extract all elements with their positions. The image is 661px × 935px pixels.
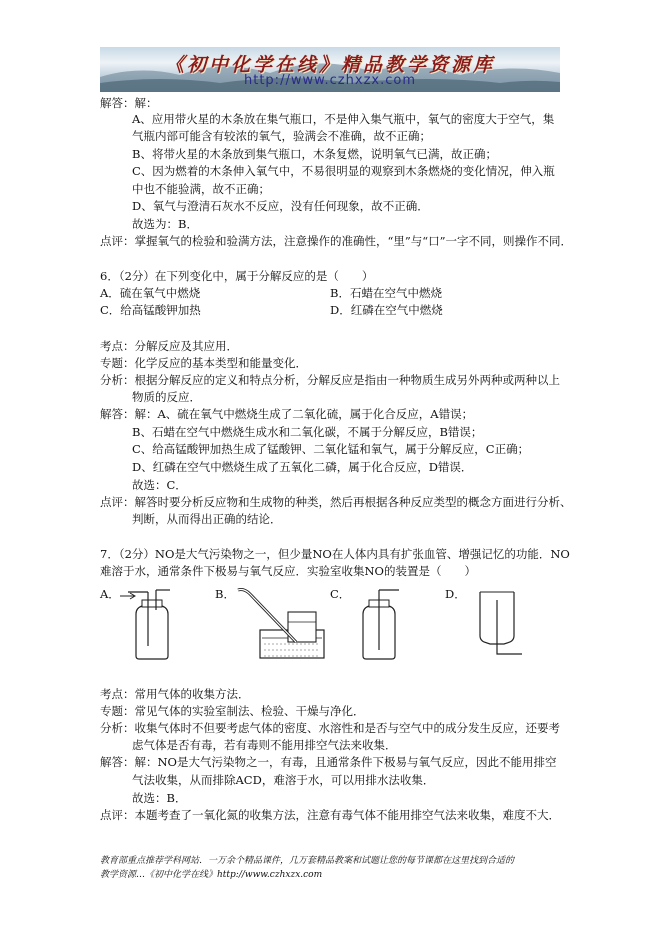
q6-comment-2: 判断，从而得出正确的结论． — [132, 512, 282, 526]
q5-answer-A: A、应用带火星的木条放在集气瓶口，不是伸入集气瓶中，氧气的密度大于空气，集 — [132, 112, 555, 126]
q6-fenxi — [100, 372, 560, 388]
q7-comment — [100, 807, 560, 823]
q5-answer-head — [100, 95, 158, 111]
fenxi-text: 根据分解反应的定义和特点分析，分解反应是指由一种物质生成另外两种或两种以上 — [134, 373, 560, 387]
comment-label: 点评： — [100, 234, 135, 248]
comment-text: 掌握氧气的检验和验满方法，注意操作的准确性，“里”与“口”一字不同，则操作不同． — [134, 234, 573, 248]
q6-zhuanti — [100, 355, 307, 371]
kaodian-text: 分解反应及其应用． — [134, 339, 238, 353]
comment-text: 解答时要分析反应物和生成物的种类，然后再根据各种反应类型的概念方面进行分析、 — [134, 495, 572, 509]
fenxi-label: 分析： — [100, 373, 135, 387]
q7-zhuanti — [100, 703, 365, 719]
q7-stem-1: 7．（2分）NO是大气污染物之一，但少量NO在人体内具有扩张血管、增强记忆的功能．NO — [100, 547, 570, 561]
q5-choose: 故选为：B． — [132, 217, 198, 231]
q5-comment — [100, 233, 572, 249]
fenxi-label: 分析： — [100, 721, 135, 735]
answer-label: 解答： — [100, 755, 135, 769]
footer-line-2: 教学资源…《初中化学在线》http://www.czhxzx.com — [100, 870, 323, 880]
q6-option-b: B．石蜡在空气中燃烧 — [330, 286, 442, 300]
apparatus-figures — [100, 586, 530, 661]
banner-url[interactable]: http://www.czhxzx.com — [244, 73, 416, 88]
fig-b-label: B． — [215, 587, 235, 601]
zhuanti-label: 专题： — [100, 704, 135, 718]
answer-label: 解答： — [100, 96, 135, 110]
q6-answer-2: B、石蜡在空气中燃烧生成水和二氧化碳，不属于分解反应，B错误； — [132, 425, 483, 439]
q7-kaodian — [100, 686, 250, 702]
answer-text: 解：A、硫在氧气中燃烧生成了二氧化硫，属于化合反应，A错误； — [134, 407, 474, 421]
q6-answer-4: D、红磷在空气中燃烧生成了五氧化二磷，属于化合反应，D错误． — [132, 460, 473, 474]
fig-c-label: C． — [330, 587, 351, 601]
apparatus-a-icon — [118, 586, 218, 661]
kaodian-label: 考点： — [100, 339, 135, 353]
q7-stem-2: 难溶于水，通常条件下极易与氧气反应．实验室收集NO的装置是（ ） — [100, 564, 476, 578]
q6-option-c: C．给高锰酸钾加热 — [100, 303, 201, 317]
q6-option-a: A．硫在氧气中燃烧 — [100, 286, 201, 300]
footer-line-1: 教育部重点推荐学科网站．一万余个精品课件，几万套精品教案和试题让您的每节课都在这里找到合适的 — [100, 856, 515, 866]
q6-stem: 6．（2分）在下列变化中，属于分解反应的是（ ） — [100, 269, 374, 283]
fig-d-label: D． — [445, 587, 466, 601]
apparatus-d-icon — [460, 586, 560, 661]
q7-answer-1 — [100, 754, 557, 770]
q5-answer-C2: 中也不能验满，故不正确； — [132, 182, 270, 196]
q6-fenxi-2: 物质的反应． — [132, 390, 201, 404]
q6-answer-1 — [100, 406, 473, 422]
kaodian-text: 常用气体的收集方法． — [134, 687, 250, 701]
fenxi-text: 收集气体时不但要考虑气体的密度、水溶性和是否与空气中的成分发生反应，还要考 — [134, 721, 560, 735]
q6-comment — [100, 494, 572, 510]
q5-answer-D: D、氧气与澄清石灰水不反应，没有任何现象，故不正确． — [132, 199, 429, 213]
header-banner — [100, 47, 560, 92]
comment-text: 本题考查了一氧化氮的收集方法，注意有毒气体不能用排空气法来收集，难度不大． — [134, 808, 560, 822]
q6-kaodian — [100, 338, 238, 354]
q5-answer-C: C、因为燃着的木条伸入氧气中，不易很明显的观察到木条燃烧的变化情况，伸入瓶 — [132, 164, 555, 178]
q6-choose: 故选：C． — [132, 478, 187, 492]
q5-answer-B: B、将带火星的木条放到集气瓶口，木条复燃，说明氧气已满，故正确； — [132, 147, 497, 161]
answer-text: 解：NO是大气污染物之一，有毒，且通常条件下极易与氧气反应，因此不能用排空 — [134, 755, 557, 769]
jie-label: 解： — [134, 96, 158, 110]
answer-label: 解答： — [100, 407, 135, 421]
comment-label: 点评： — [100, 495, 135, 509]
zhuanti-text: 常见气体的实验室制法、检验、干燥与净化． — [134, 704, 365, 718]
q7-fenxi — [100, 720, 560, 736]
q7-choose: 故选：B． — [132, 791, 187, 805]
q5-answer-A2: 气瓶内部可能含有较浓的氧气，验满会不准确，故不正确； — [132, 129, 431, 143]
banner-title: 《初中化学在线》精品教学资源库 — [164, 54, 495, 76]
zhuanti-text: 化学反应的基本类型和能量变化． — [134, 356, 307, 370]
zhuanti-label: 专题： — [100, 356, 135, 370]
fig-a-label: A． — [100, 587, 120, 601]
kaodian-label: 考点： — [100, 687, 135, 701]
q6-answer-3: C、给高锰酸钾加热生成了锰酸钾、二氧化锰和氧气，属于分解反应，C正确； — [132, 442, 530, 456]
comment-label: 点评： — [100, 808, 135, 822]
q7-fenxi-2: 虑气体是否有毒，若有毒则不能用排空气法来收集． — [132, 738, 397, 752]
apparatus-b-icon — [230, 586, 340, 661]
apparatus-c-icon — [345, 586, 445, 661]
q6-option-d: D．红磷在空气中燃烧 — [330, 303, 443, 317]
q7-answer-2: 气法收集，从而排除ACD，难溶于水，可以用排水法收集． — [132, 773, 435, 787]
